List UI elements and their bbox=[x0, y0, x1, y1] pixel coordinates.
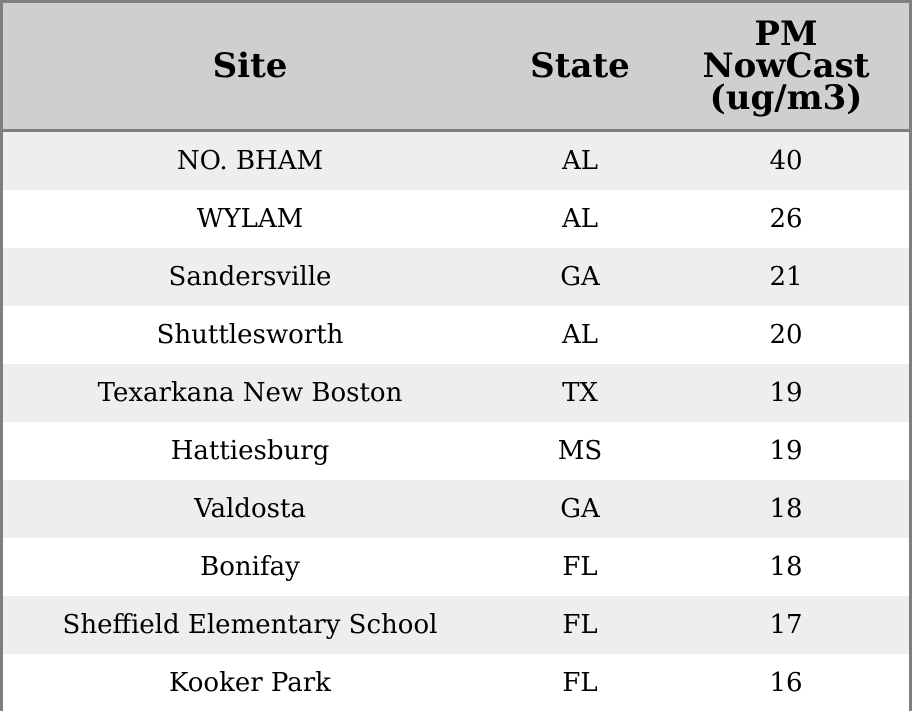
pm-value-cell: 19 bbox=[769, 436, 803, 466]
state-cell: AL bbox=[561, 146, 599, 176]
state-cell: MS bbox=[557, 436, 603, 466]
table-row bbox=[3, 364, 909, 422]
pm-value-cell: 16 bbox=[769, 668, 803, 698]
state-cell: AL bbox=[561, 320, 599, 350]
column-header-state: State bbox=[530, 46, 630, 86]
column-header-site: Site bbox=[212, 46, 288, 86]
site-cell: Hattiesburg bbox=[170, 436, 330, 466]
column-header-pm-nowcast: PM NowCast (ug/m3) bbox=[702, 14, 870, 118]
table-row bbox=[3, 190, 909, 248]
table-row bbox=[3, 132, 909, 190]
table-row bbox=[3, 654, 909, 712]
site-cell: Bonifay bbox=[200, 552, 300, 582]
site-cell: Texarkana New Boston bbox=[97, 378, 403, 408]
pm-value-cell: 19 bbox=[769, 378, 803, 408]
table-row bbox=[3, 596, 909, 654]
pm-value-cell: 20 bbox=[769, 320, 803, 350]
pm-value-cell: 18 bbox=[769, 552, 803, 582]
state-cell: AL bbox=[561, 204, 599, 234]
site-cell: Kooker Park bbox=[169, 668, 331, 698]
site-cell: Valdosta bbox=[194, 494, 306, 524]
site-cell: Shuttlesworth bbox=[156, 320, 344, 350]
table-row bbox=[3, 538, 909, 596]
site-cell: Sandersville bbox=[168, 262, 332, 292]
pm-value-cell: 40 bbox=[769, 146, 803, 176]
table-row bbox=[3, 480, 909, 538]
table-row bbox=[3, 248, 909, 306]
table-row bbox=[3, 306, 909, 364]
state-cell: GA bbox=[560, 262, 600, 292]
site-cell: NO. BHAM bbox=[176, 146, 324, 176]
state-cell: GA bbox=[560, 494, 600, 524]
table-body bbox=[3, 132, 909, 712]
pm-value-cell: 26 bbox=[769, 204, 803, 234]
table-header-row bbox=[3, 3, 909, 132]
state-cell: FL bbox=[562, 552, 598, 582]
site-cell: WYLAM bbox=[196, 204, 304, 234]
pm-value-cell: 17 bbox=[769, 610, 803, 640]
pm-value-cell: 21 bbox=[769, 262, 803, 292]
table-row bbox=[3, 422, 909, 480]
state-cell: FL bbox=[562, 610, 598, 640]
pm-value-cell: 18 bbox=[769, 494, 803, 524]
site-cell: Sheffield Elementary School bbox=[62, 610, 438, 640]
state-cell: TX bbox=[562, 378, 598, 408]
state-cell: FL bbox=[562, 668, 598, 698]
